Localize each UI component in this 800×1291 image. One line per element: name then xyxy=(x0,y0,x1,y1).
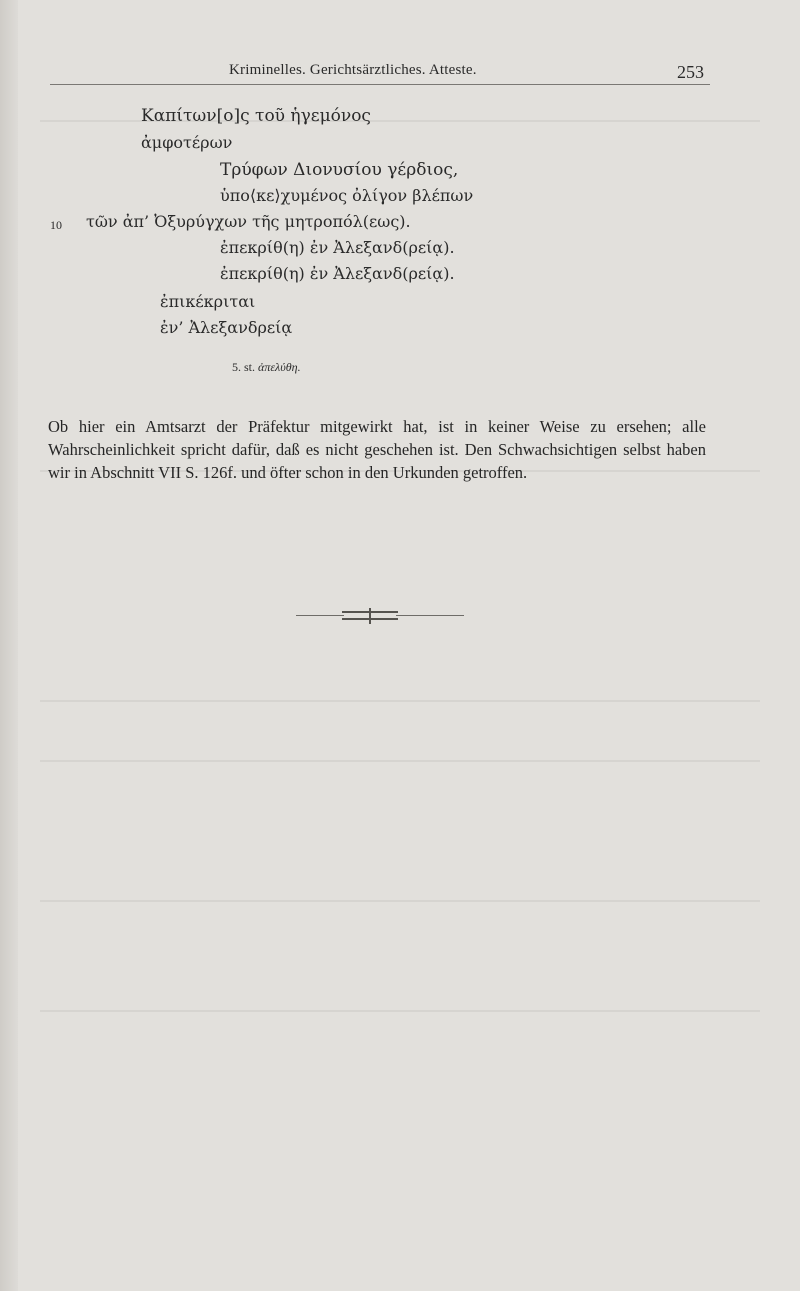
show-through xyxy=(40,900,760,902)
papyrus-line: τῶν ἀπ’ Ὀξυρύγχων τῆς μητροπόλ(εως). xyxy=(86,212,411,231)
critical-apparatus xyxy=(232,360,301,375)
divider-rule-left xyxy=(296,615,344,616)
running-head: Kriminelles. Gerichtsärztliches. Atteste. xyxy=(229,62,477,78)
divider-rule-right xyxy=(396,615,464,616)
papyrus-line: ἐπεκρίθ(η) ἐν Ἀλεξανδ(ρείᾳ). xyxy=(220,238,455,257)
apparatus-line-ref: 5. st. xyxy=(232,360,256,374)
papyrus-line: ὑπο⟨κε⟩χυμένος ὀλίγον βλέπων xyxy=(220,186,474,205)
papyrus-line: ἐν’ Ἀλεξανδρείᾳ xyxy=(160,318,293,337)
line-number: 10 xyxy=(50,218,62,232)
apparatus-reading: ἀπελύθη. xyxy=(258,360,301,374)
papyrus-line: ἐπεκρίθ(η) ἐν Ἀλεξανδ(ρείᾳ). xyxy=(220,264,455,283)
body-paragraph: Ob hier ein Amtsarzt der Präfektur mitgewirkt hat, ist in keiner Weise zu ersehen; alle Wahrscheinlichkeit spricht dafür, daß es nicht geschehen ist. Den Schwachsichtigen selbst haben wir in Abschnitt VII S. 126f. und öfter schon in den Urkunden getroffen. xyxy=(48,416,706,482)
papyrus-line: ἐπικέκριται xyxy=(160,292,256,311)
section-divider-ornament xyxy=(296,608,464,624)
divider-center xyxy=(342,608,398,624)
show-through xyxy=(40,1010,760,1012)
page-header xyxy=(50,60,710,85)
papyrus-line: ἀμφοτέρων xyxy=(141,133,233,152)
papyrus-line: Τρύφων Διονυσίου γέρδιος, xyxy=(220,160,459,180)
show-through xyxy=(40,700,760,702)
show-through xyxy=(40,760,760,762)
page-gutter-shadow xyxy=(0,0,18,1291)
page-number: 253 xyxy=(677,62,704,82)
papyrus-line: Καπίτων[ο]ς τοῦ ἡγεμόνος xyxy=(141,106,371,126)
